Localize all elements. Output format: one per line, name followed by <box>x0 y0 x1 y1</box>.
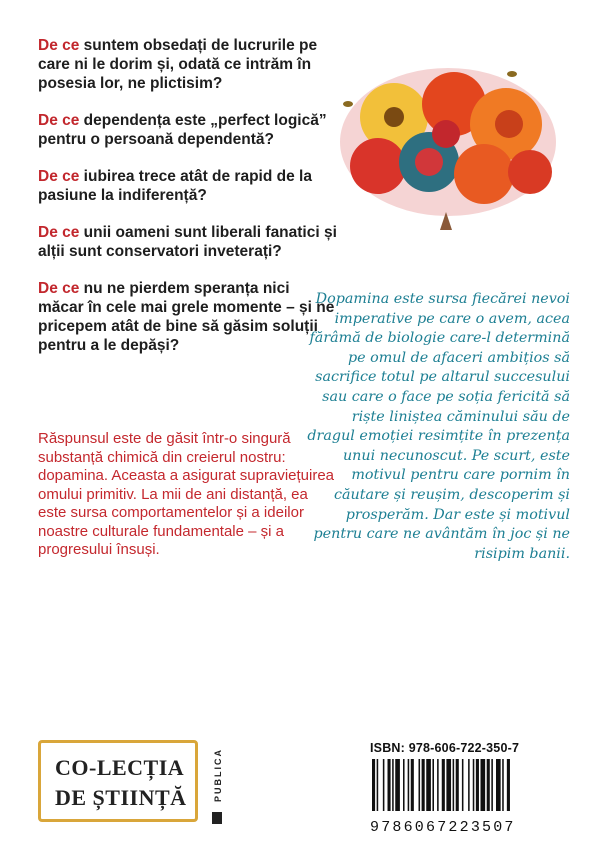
question-lead: De ce <box>38 168 80 185</box>
question-lead: De ce <box>38 112 80 129</box>
collection-logo <box>38 740 198 822</box>
question-text: unii oameni sunt liberali fanatici și alții sunt conservatori inveterați? <box>38 224 337 260</box>
question-lead: De ce <box>38 280 80 297</box>
collection-line-1: CO-LECȚIA <box>55 755 185 780</box>
publisher-logo <box>206 742 228 824</box>
answer-paragraph: Răspunsul este de găsit într-o singură substanță chimică din creierul nostru: dopamina. Aceasta a asigurat supraviețuirea omului primitiv. La mii de ani distanță, ea este sursa comportamentelor și a ideilor noastre culturale fundamentale – și a progresului însuși. <box>38 430 335 558</box>
isbn-label: ISBN: 978-606-722-350-7 <box>370 741 520 755</box>
question-5 <box>38 279 338 355</box>
quote-paragraph: Dopamina este sursa fiecărei nevoi imperative pe care o avem, acea fărâmă de biologie care-l determină pe omul de afaceri ambițios să sacrifice totul pe altarul succesului sau care o face pe soția fericită să riște liniștea căminului său de dragul emoției resimțite în prezența unui necunoscut. Pe scurt, este motivul pentru care pornim în căutare și reușim, descoperim și prosperăm. Dar este și motivul pentru care ne avântăm în joc și ne risipim banii. <box>307 291 570 562</box>
question-lead: De ce <box>38 37 80 54</box>
collection-line-2: DE ȘTIINȚĂ <box>55 785 187 810</box>
flower-brain-illustration <box>334 62 562 234</box>
barcode-digits: 9786067223507 <box>370 819 516 836</box>
question-text: iubirea trece atât de rapid de la pasiune la indiferență? <box>38 168 312 204</box>
questions-block <box>38 36 338 373</box>
question-4 <box>38 223 338 261</box>
question-2 <box>38 111 338 149</box>
question-text: suntem obsedați de lucrurile pe care ni le dorim și, odată ce intrăm în posesia lor, ne plictisim? <box>38 37 318 92</box>
question-3 <box>38 167 338 205</box>
barcode-icon <box>370 755 566 813</box>
publisher-mark-icon <box>212 812 222 824</box>
question-lead: De ce <box>38 224 80 241</box>
question-text: dependența este „perfect logică” pentru o persoană dependentă? <box>38 112 327 148</box>
isbn-barcode-block <box>370 741 566 836</box>
publisher-name: PUBLICA <box>213 748 223 802</box>
question-1 <box>38 36 338 93</box>
question-text: nu ne pierdem speranța nici măcar în cele mai grele momente – și ne pricepem atât de bine să găsim soluții pentru a le depăși? <box>38 280 335 354</box>
